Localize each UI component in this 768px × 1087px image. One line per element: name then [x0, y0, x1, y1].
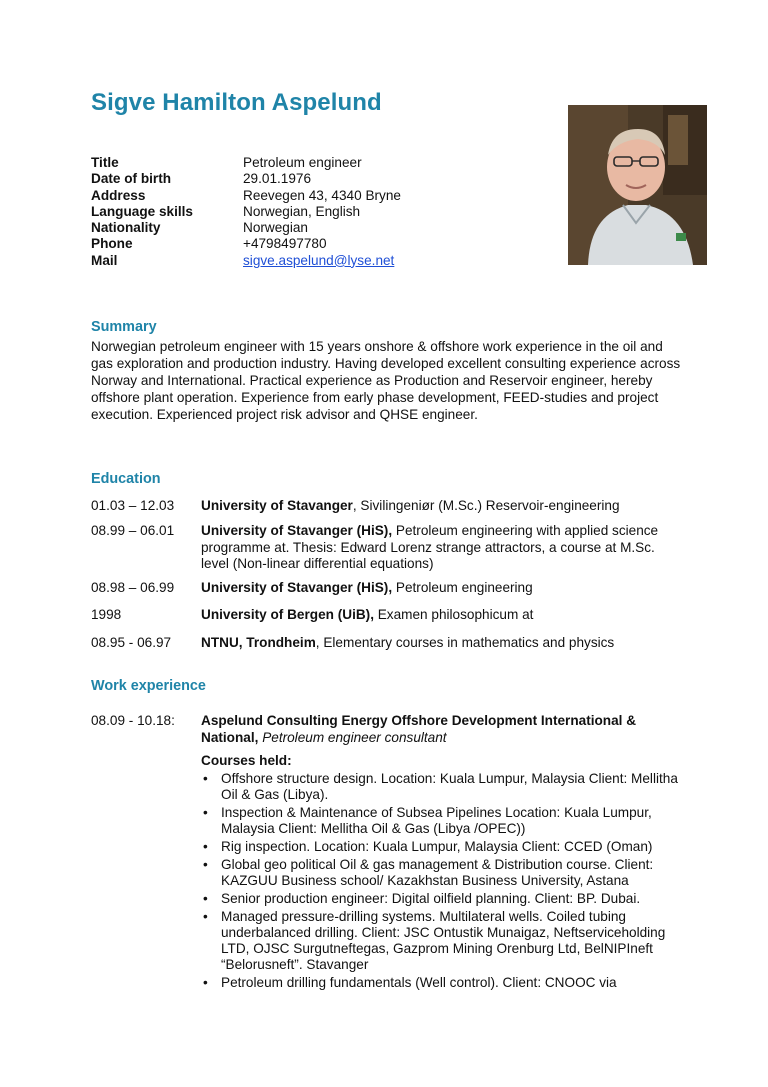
- courses-held: [201, 753, 681, 993]
- info-row-phone: [91, 236, 401, 252]
- info-row-address: [91, 188, 401, 204]
- list-item: • Petroleum drilling fundamentals (Well control). Client: CNOOC via: [201, 975, 681, 991]
- work-company: Aspelund Consulting Energy Offshore Development International & National,: [201, 713, 637, 745]
- work-role: Petroleum engineer consultant: [262, 729, 447, 745]
- work-date: 08.09 - 10.18:: [91, 713, 175, 728]
- email-link[interactable]: sigve.aspelund@lyse.net: [243, 252, 395, 268]
- info-label: Phone: [91, 236, 133, 252]
- info-value: Petroleum engineer: [243, 155, 362, 170]
- info-row-date-of-birth: [91, 171, 401, 187]
- work-item: [91, 713, 681, 746]
- info-row-title: [91, 155, 401, 171]
- education-institution: University of Stavanger (HiS),: [201, 523, 393, 538]
- education-item: [91, 498, 681, 515]
- summary-heading: Summary: [91, 319, 157, 335]
- summary-text: Norwegian petroleum engineer with 15 years onshore & offshore work experience in the oil and gas exploration and production industry. Having developed excellent consulting experience across Norway and International. Practical experience as Production and Reservoir engineer, hereby offshore plant operation. Experience from early phase development, FEED-studies and project execution. Experienced project risk advisor and QHSE engineer.: [91, 339, 681, 422]
- info-label: Language skills: [91, 203, 193, 219]
- education-description: [201, 635, 681, 652]
- courses-list: [201, 771, 681, 991]
- education-description: [201, 498, 681, 515]
- personal-info: [91, 155, 401, 269]
- list-item: • Rig inspection. Location: Kuala Lumpur, Malaysia Client: CCED (Oman): [201, 839, 681, 855]
- work-description: [201, 713, 681, 746]
- education-description: [201, 607, 681, 624]
- work-experience-heading: Work experience: [91, 678, 206, 694]
- education-detail: Petroleum engineering: [392, 580, 533, 595]
- info-value: Norwegian, English: [243, 203, 361, 219]
- education-item: [91, 635, 681, 652]
- info-label: Mail: [91, 252, 118, 268]
- info-value: 29.01.1976: [243, 171, 312, 187]
- education-institution: University of Stavanger (HiS),: [201, 580, 393, 595]
- info-value: +4798497780: [243, 236, 327, 252]
- info-label: Date of birth: [91, 171, 172, 187]
- education-detail: Examen philosophicum at: [373, 607, 534, 622]
- info-label: Address: [91, 187, 146, 203]
- education-detail: , Sivilingeniør (M.Sc.) Reservoir-engineering: [352, 498, 620, 513]
- list-item: • Senior production engineer: Digital oilfield planning. Client: BP. Dubai.: [201, 891, 681, 907]
- education-date: 1998: [91, 607, 122, 622]
- education-institution: University of Stavanger: [201, 498, 353, 513]
- profile-photo: [568, 105, 707, 265]
- info-row-mail: [91, 253, 401, 269]
- education-date: 08.95 - 06.97: [91, 635, 172, 650]
- education-detail: , Elementary courses in mathematics and physics: [315, 635, 615, 650]
- education-description: [201, 523, 681, 573]
- list-item: • Managed pressure-drilling systems. Multilateral wells. Coiled tubing underbalanced drilling. Client: JSC Ontustik Munaigaz, Neftserviceholding LTD, OJSC Surgutneftegas, Gazprom Mining Orenburg Ltd, BelNIPIneft “Belorusneft”. Stavanger: [201, 909, 681, 973]
- education-date: 08.98 – 06.99: [91, 580, 175, 595]
- info-value: Norwegian: [243, 220, 308, 236]
- list-item: • Global geo political Oil & gas management & Distribution course. Client: KAZGUU Business school/ Kazakhstan Business University, Astana: [201, 857, 681, 889]
- person-name: Sigve Hamilton Aspelund: [91, 89, 382, 116]
- info-label: Title: [91, 155, 119, 170]
- education-date: 01.03 – 12.03: [91, 498, 175, 513]
- education-item: [91, 607, 681, 624]
- list-item: • Offshore structure design. Location: Kuala Lumpur, Malaysia Client: Mellitha Oil & Gas (Libya).: [201, 771, 681, 803]
- education-description: [201, 580, 681, 597]
- education-detail: Petroleum engineering with applied science programme at. Thesis: Edward Lorenz strange attractors, a course at M.Sc. level (Non-linear differential equations): [201, 523, 659, 571]
- courses-heading: Courses held:: [201, 753, 292, 768]
- info-row-language-skills: [91, 204, 401, 220]
- info-label: Nationality: [91, 220, 161, 236]
- education-item: [91, 580, 681, 597]
- education-date: 08.99 – 06.01: [91, 523, 175, 538]
- info-row-nationality: [91, 220, 401, 236]
- list-item: • Inspection & Maintenance of Subsea Pipelines Location: Kuala Lumpur, Malaysia Client: Mellitha Oil & Gas (Libya /OPEC)): [201, 805, 681, 837]
- education-item: [91, 523, 681, 573]
- education-institution: NTNU, Trondheim: [201, 635, 316, 650]
- education-institution: University of Bergen (UiB),: [201, 607, 374, 622]
- info-value: Reevegen 43, 4340 Bryne: [243, 187, 401, 203]
- education-heading: Education: [91, 471, 161, 487]
